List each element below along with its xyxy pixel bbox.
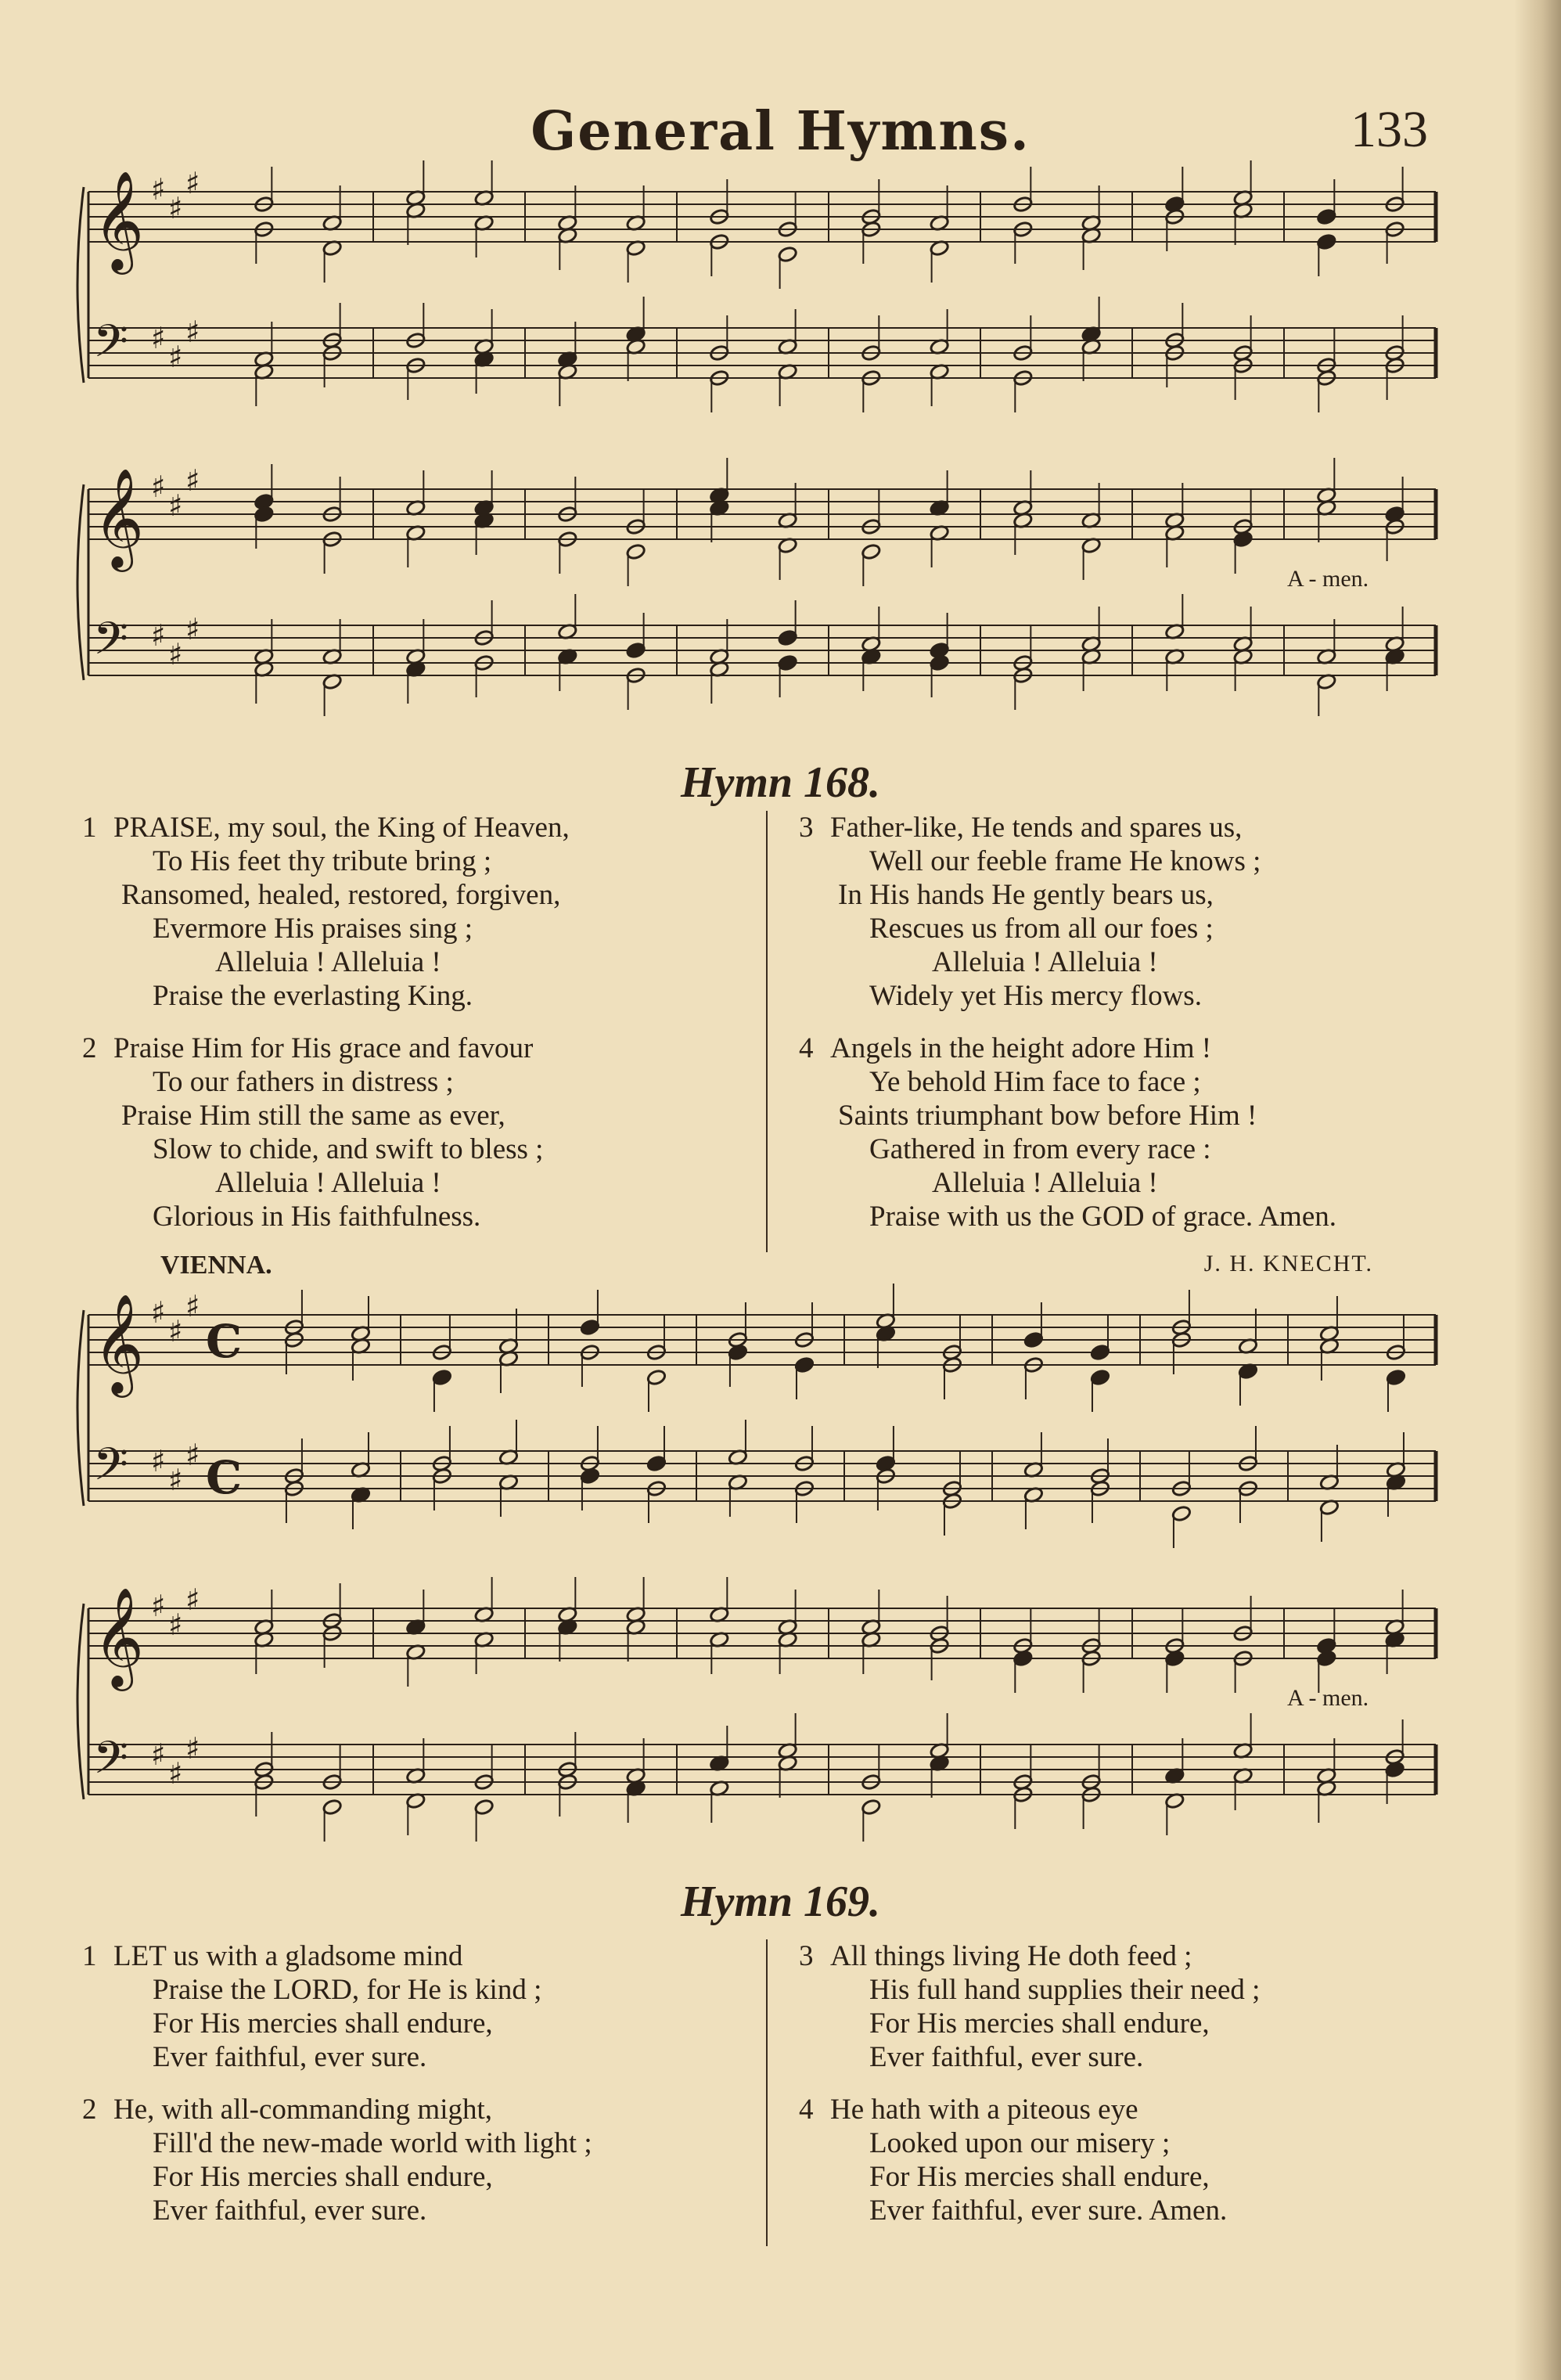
verse-2: 2 He, with all-commanding might, Fill'd the new-made world with light ; For His mercies shall endure, Ever faithful, ever sure. xyxy=(82,2094,592,2227)
verse-column-left xyxy=(74,1939,766,2246)
treble-clef-icon: 𝄞 xyxy=(93,1293,145,1393)
bass-clef-icon: 𝄢 xyxy=(93,315,129,379)
sharp-icon: ♯ xyxy=(151,470,166,504)
verse-column-right xyxy=(766,1939,1483,2246)
bass-clef-icon: 𝄢 xyxy=(93,1438,129,1502)
sharp-icon: ♯ xyxy=(151,172,166,207)
verse-1: 1 LET us with a gladsome mind Praise the LORD, for He is kind ; For His mercies shall endure, Ever faithful, ever sure. xyxy=(82,1940,542,2073)
sharp-icon: ♯ xyxy=(168,340,183,374)
sharp-icon: ♯ xyxy=(185,315,200,349)
verse-column-left xyxy=(74,811,766,1252)
score-169b xyxy=(74,1577,1444,1874)
sharp-icon: ♯ xyxy=(185,1731,200,1766)
sharp-icon: ♯ xyxy=(168,1608,183,1642)
sharp-icon: ♯ xyxy=(151,618,166,653)
treble-clef-icon: 𝄞 xyxy=(93,170,145,270)
verse-3: 3 Father-like, He tends and spares us, Well our feeble frame He knows ; In His hands He gently bears us, Rescues us from all our foes ; Alleluia ! Alleluia ! Widely yet His mercy flows. xyxy=(799,812,1261,1012)
verse-1: 1 PRAISE, my soul, the King of Heaven, To His feet thy tribute bring ; Ransomed, healed, restored, forgiven, Evermore His praises sing ; Alleluia ! Alleluia ! Praise the everlasting King. xyxy=(82,812,570,1012)
score-169a xyxy=(74,1284,1444,1577)
sharp-icon: ♯ xyxy=(168,1756,183,1791)
sharp-icon: ♯ xyxy=(151,321,166,355)
amen-label: A - men. xyxy=(1287,566,1369,592)
sharp-icon: ♯ xyxy=(168,488,183,523)
sharp-icon: ♯ xyxy=(168,191,183,225)
sharp-icon: ♯ xyxy=(151,1589,166,1623)
sharp-icon: ♯ xyxy=(185,166,200,200)
sharp-icon: ♯ xyxy=(185,1289,200,1323)
sharp-icon: ♯ xyxy=(185,1582,200,1617)
music-system-169a xyxy=(74,1284,1444,1577)
sharp-icon: ♯ xyxy=(168,1314,183,1348)
hymn-168-verses xyxy=(74,811,1483,1252)
sharp-icon: ♯ xyxy=(151,1737,166,1772)
page-edge-shadow xyxy=(1514,0,1561,2380)
score-168b xyxy=(74,458,1444,759)
tune-name: VIENNA. xyxy=(160,1251,272,1280)
common-time-icon: C xyxy=(206,1315,243,1368)
bass-clef-icon: 𝄢 xyxy=(93,1731,129,1795)
verse-3: 3 All things living He doth feed ; His full hand supplies their need ; For His mercies shall endure, Ever faithful, ever sure. xyxy=(799,1940,1261,2073)
verse-2: 2 Praise Him for His grace and favour To our fathers in distress ; Praise Him still the same as ever, Slow to chide, and swift to bless ; Alleluia ! Alleluia ! Glorious in His faithfulness. xyxy=(82,1032,544,1233)
page-number: 133 xyxy=(1351,101,1428,158)
bass-clef-icon: 𝄢 xyxy=(93,612,129,676)
treble-clef-icon: 𝄞 xyxy=(93,1586,145,1687)
composer-name: J. H. KNECHT. xyxy=(1203,1251,1373,1276)
music-system-169b xyxy=(74,1577,1444,1874)
verse-4: 4 Angels in the height adore Him ! Ye behold Him face to face ; Saints triumphant bow before Him ! Gathered in from every race : Alleluia ! Alleluia ! Praise with us the GOD of grace. Amen. xyxy=(799,1032,1337,1233)
sharp-icon: ♯ xyxy=(185,1438,200,1472)
sharp-icon: ♯ xyxy=(185,463,200,498)
verse-4: 4 He hath with a piteous eye Looked upon our misery ; For His mercies shall endure, Ever faithful, ever sure. Amen. xyxy=(799,2094,1228,2227)
music-system-168b xyxy=(74,458,1444,759)
music-system-168a xyxy=(74,160,1444,466)
running-header: General Hymns. xyxy=(531,100,1030,163)
sharp-icon: ♯ xyxy=(185,612,200,646)
verse-column-right xyxy=(766,811,1483,1252)
sharp-icon: ♯ xyxy=(151,1444,166,1478)
hymn-169-title: Hymn 169. xyxy=(680,1878,881,1926)
hymn-169-verses xyxy=(74,1939,1483,2246)
sharp-icon: ♯ xyxy=(168,637,183,672)
common-time-icon: C xyxy=(206,1451,243,1504)
treble-clef-icon: 𝄞 xyxy=(93,467,145,567)
sharp-icon: ♯ xyxy=(151,1295,166,1330)
amen-label: A - men. xyxy=(1287,1685,1369,1711)
hymn-168-title: Hymn 168. xyxy=(680,758,881,807)
score-168a xyxy=(74,160,1444,466)
sharp-icon: ♯ xyxy=(168,1463,183,1497)
